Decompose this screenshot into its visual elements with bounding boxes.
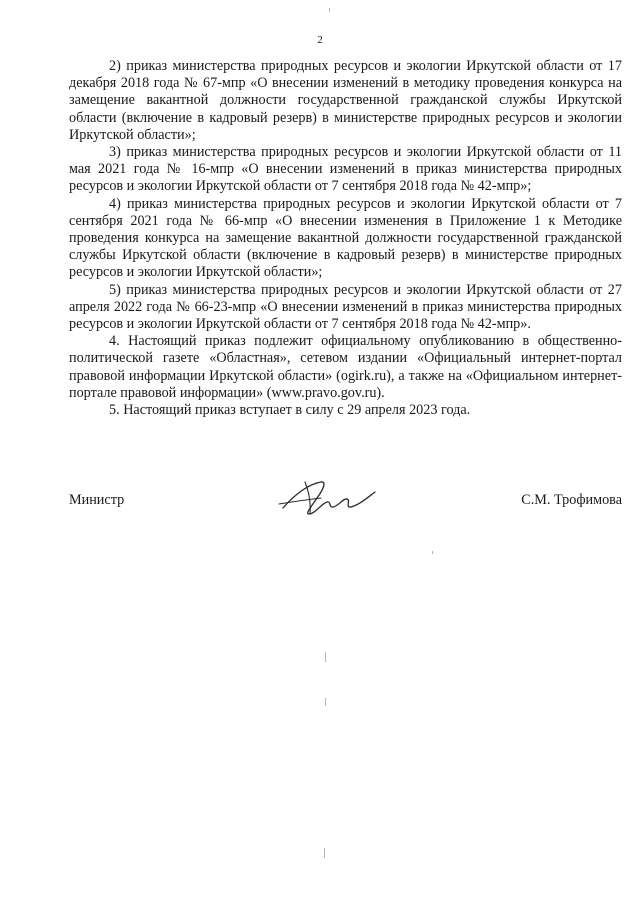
- paragraph-publication: 4. Настоящий приказ подлежит официальному опубликованию в общественно-политической газете «Областная», сетевом издании «Официальный интернет-портал правовой информации Иркутской области» (ogirk.ru), а также на «Официальном интернет-портале правовой информации» (www.pravo.gov.ru).: [69, 333, 622, 401]
- signer-name: С.М. Трофимова: [521, 492, 622, 508]
- scan-speck: [432, 551, 433, 554]
- scan-speck: [324, 848, 325, 858]
- handwritten-signature: [275, 474, 385, 524]
- signer-title: Министр: [69, 492, 125, 508]
- paragraph-item-3: 3) приказ министерства природных ресурсов и экологии Иркутской области от 11 мая 2021 года № 16-мпр «О внесении изменений в приказ министерства природных ресурсов и экологии Иркутской области от 7 сентября 2018 года № 42-мпр»;: [69, 144, 622, 195]
- paragraph-item-4: 4) приказ министерства природных ресурсов и экологии Иркутской области от 7 сентября 2021 года № 66-мпр «О внесении изменения в Приложение 1 к Методике проведения конкурса на замещение вакантной должности государственной гражданской службы Иркутской области (включение в кадровый резерв) в министерстве природных ресурсов и экологии Иркутской области»;: [69, 195, 622, 281]
- paragraph-item-5: 5) приказ министерства природных ресурсов и экологии Иркутской области от 27 апреля 2022 года № 66-23-мпр «О внесении изменений в приказ министерства природных ресурсов и экологии Иркутской области от 7 сентября 2018 года № 42-мпр».: [69, 281, 622, 333]
- document-body: [69, 58, 622, 419]
- page-number: 2: [317, 34, 323, 46]
- scan-speck: [329, 8, 330, 12]
- scan-speck: [325, 698, 326, 706]
- paragraph-item-2: 2) приказ министерства природных ресурсов и экологии Иркутской области от 17 декабря 2018 года № 67-мпр «О внесении изменений в методику проведения конкурса на замещение вакантной должности государственной гражданской службы Иркутской области (включение в кадровый резерв) в министерстве природных ресурсов и экологии Иркутской области»;: [69, 58, 622, 143]
- scan-speck: [325, 652, 326, 662]
- paragraph-effective-date: 5. Настоящий приказ вступает в силу с 29 апреля 2023 года.: [109, 402, 471, 419]
- signature-block: [69, 482, 622, 532]
